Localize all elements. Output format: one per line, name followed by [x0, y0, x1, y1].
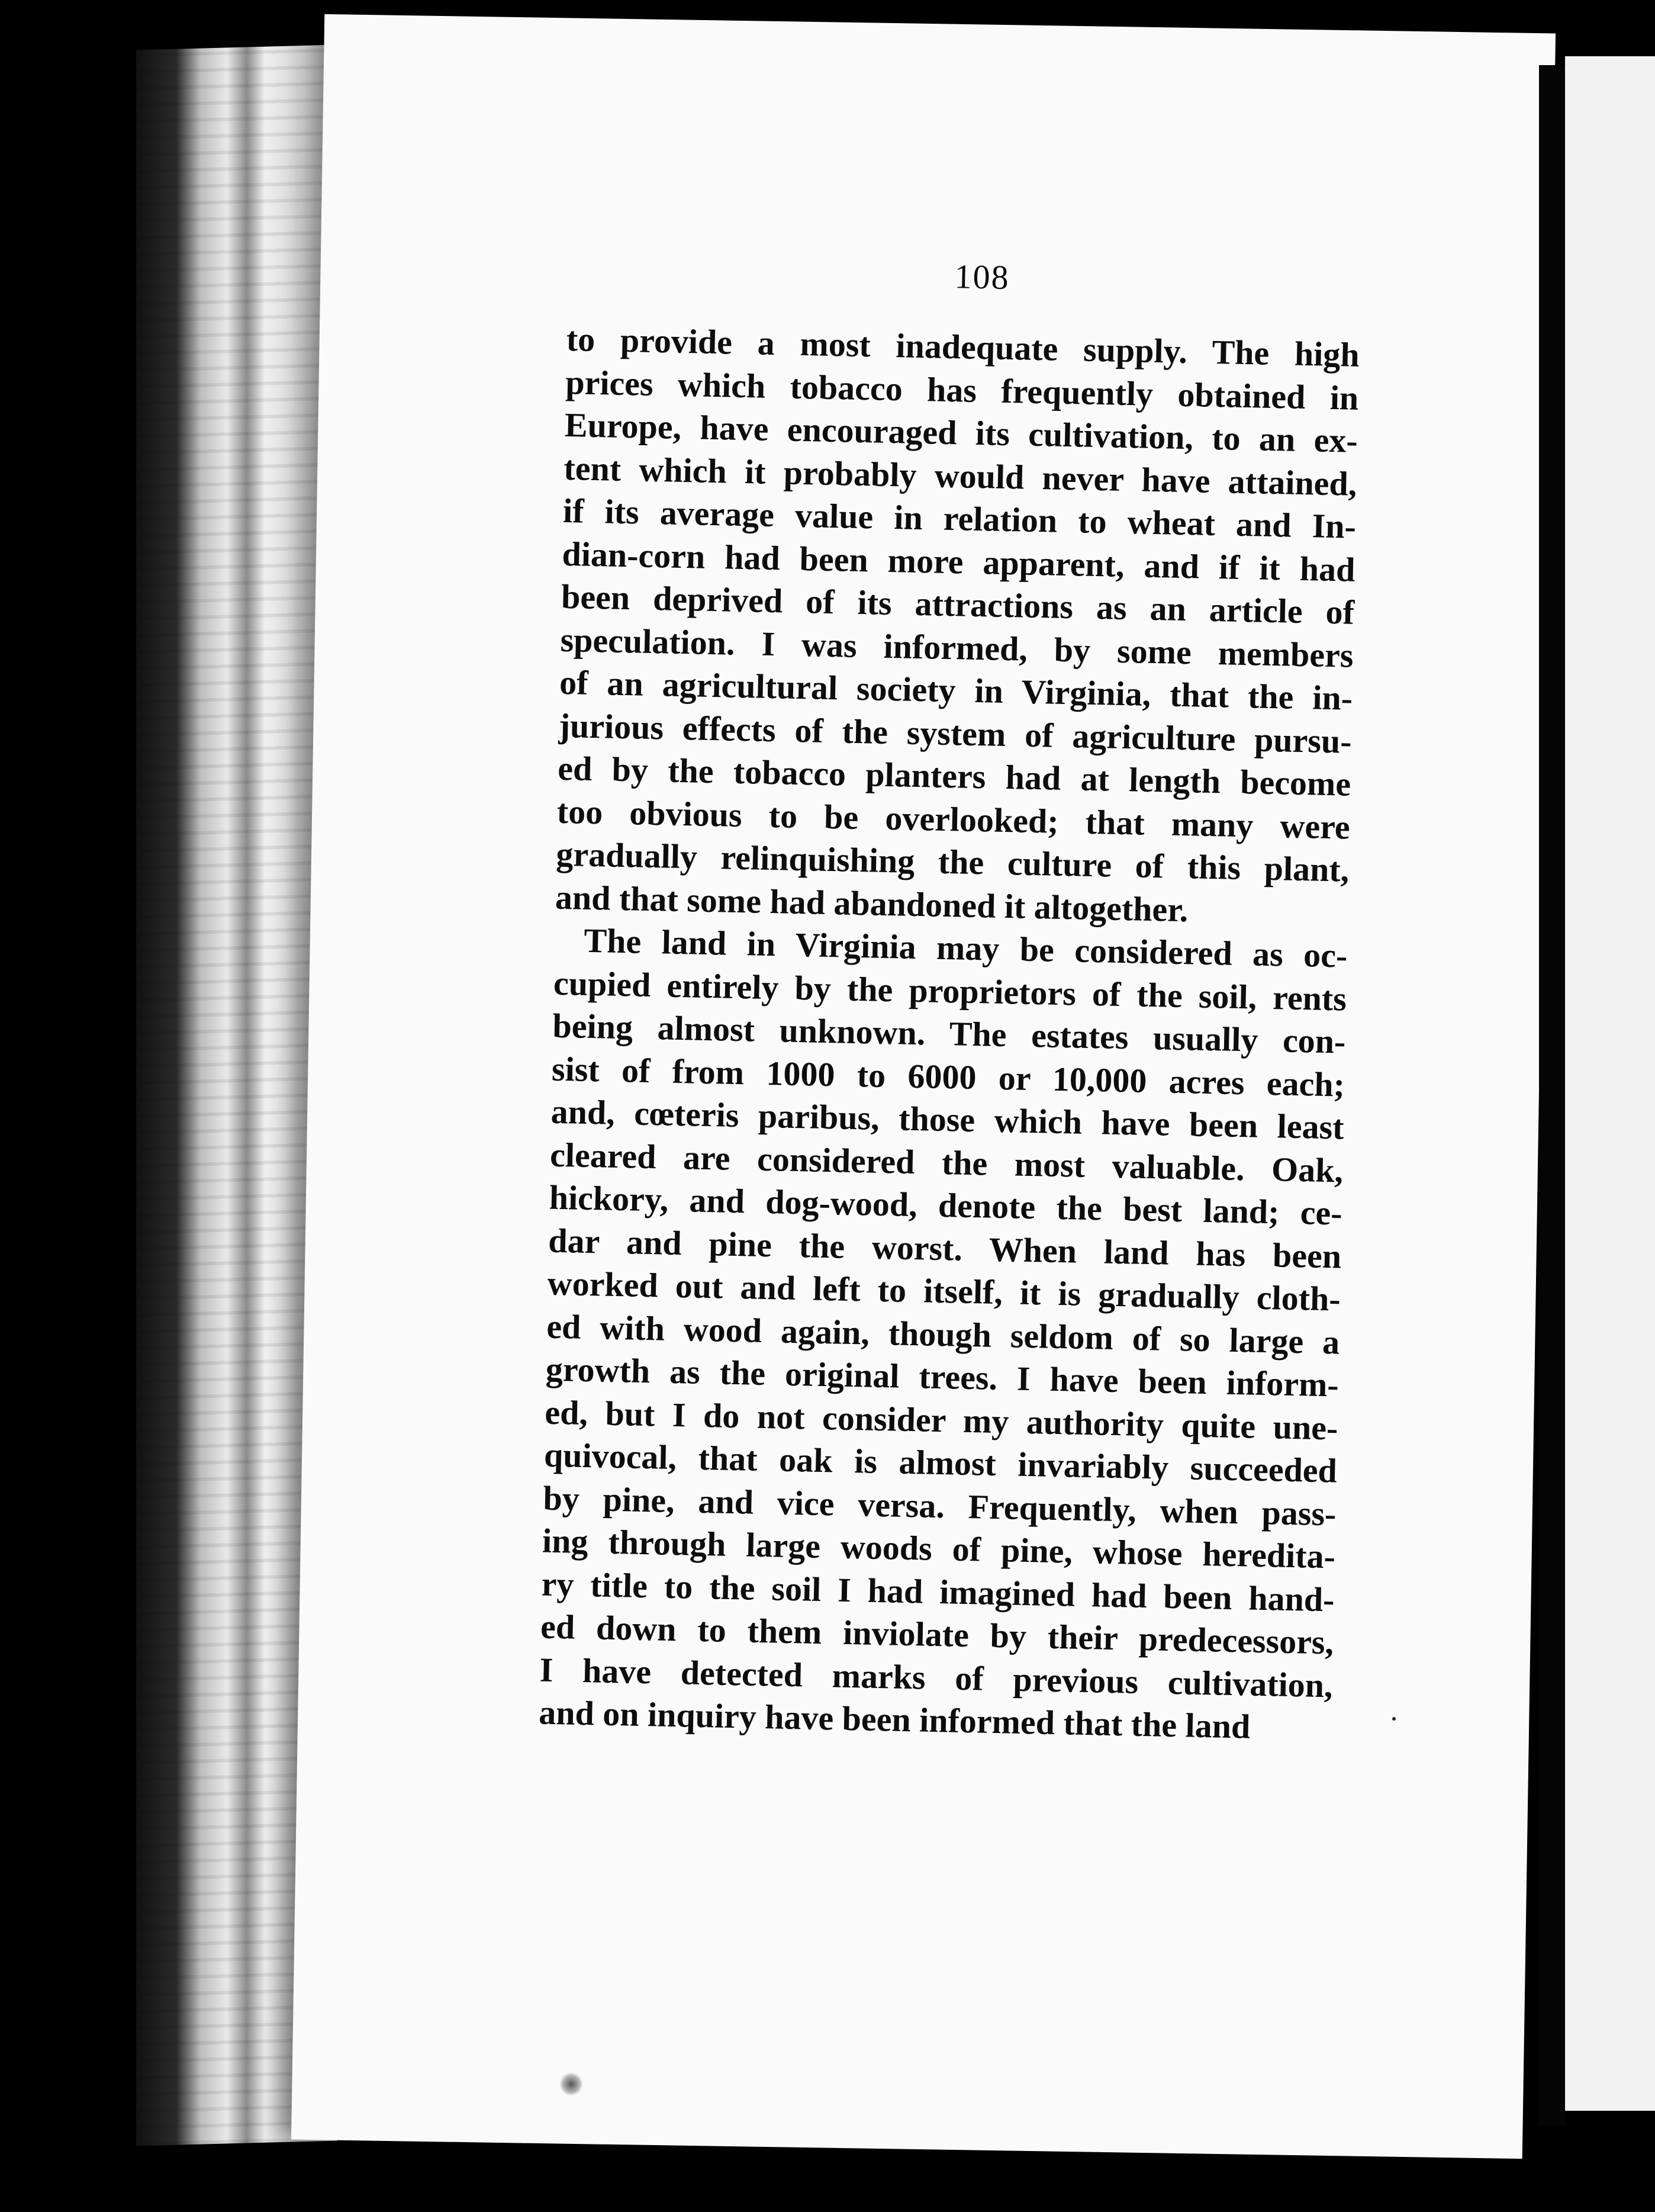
page-number: 108	[954, 257, 1010, 297]
text-line: too obvious to be overlooked; that many were	[556, 792, 1351, 847]
adjacent-page-edge	[1565, 56, 1655, 2111]
text-line: and, cœteris paribus, those which have been least	[550, 1092, 1345, 1147]
text-line: hickory, and dog-wood, denote the best land; ce-	[549, 1178, 1343, 1233]
book-gutter	[1539, 65, 1565, 2126]
ink-smudge	[559, 2072, 583, 2096]
text-line: worked out and left to itself, it is gradually cloth-	[547, 1263, 1341, 1319]
text-line: sist of from 1000 to 6000 or 10,000 acres each;	[551, 1049, 1345, 1104]
text-line: I have detected marks of previous cultivation,	[539, 1650, 1334, 1705]
text-line: cupied entirely by the proprietors of the soil, rents	[553, 963, 1347, 1018]
text-line: speculation. I was informed, by some members	[560, 620, 1354, 675]
text-line: to provide a most inadequate supply. The high	[566, 319, 1360, 374]
text-line: jurious effects of the system of agriculture pursu-	[558, 706, 1353, 761]
text-line: dar and pine the worst. When land has been	[548, 1221, 1342, 1276]
page-text-block	[539, 249, 1361, 1750]
text-line: ed by the tobacco planters had at length become	[557, 748, 1351, 803]
text-line: gradually relinquishing the culture of this plant,	[555, 834, 1350, 889]
text-line: by pine, and vice versa. Frequently, when pass-	[543, 1478, 1337, 1533]
text-line: been deprived of its attractions as an article of	[561, 577, 1355, 632]
text-line: prices which tobacco has frequently obtained in	[565, 362, 1359, 417]
text-line: growth as the original trees. I have been inform-	[545, 1349, 1340, 1404]
text-line: of an agricultural society in Virginia, that the in-	[559, 663, 1353, 718]
text-line: ed, but I do not consider my authority quite une-	[544, 1393, 1338, 1447]
text-line: quivocal, that oak is almost invariably succeeded	[543, 1435, 1338, 1490]
text-line: ing through large woods of pine, whose heredita-	[542, 1521, 1336, 1576]
text-line: and that some had abandoned it altogether.	[555, 877, 1189, 929]
text-lines	[539, 318, 1360, 1750]
text-line: The land in Virginia may be considered as oc-	[583, 921, 1348, 975]
ink-dot	[1392, 1717, 1396, 1721]
text-line: ed down to them inviolate by their predecessors,	[540, 1607, 1334, 1662]
text-line: ed with wood again, though seldom of so large a	[546, 1307, 1340, 1362]
text-line: cleared are considered the most valuable. Oak,	[549, 1135, 1344, 1190]
text-line: Europe, have encouraged its cultivation, to an ex-	[564, 405, 1358, 460]
text-line: dian-corn had been more apparent, and if it had	[562, 534, 1356, 589]
text-line: if its average value in relation to wheat and In-	[562, 491, 1357, 546]
text-line: being almost unknown. The estates usually con-	[552, 1006, 1347, 1061]
text-line: and on inquiry have been informed that the land	[538, 1693, 1251, 1746]
text-line: tent which it probably would never have attained,	[563, 448, 1357, 503]
text-line: ry title to the soil I had imagined had been hand-	[541, 1564, 1335, 1619]
